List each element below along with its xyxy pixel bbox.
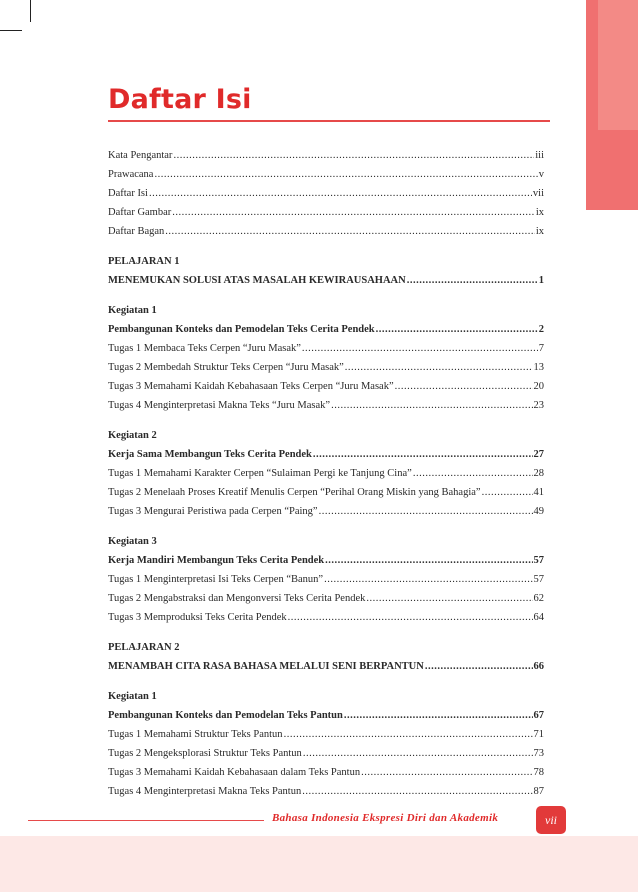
toc-entry-page: 23 bbox=[533, 400, 544, 411]
leader-dots bbox=[331, 396, 532, 415]
toc-entry-label: Tugas 4 Menginterpretasi Makna Teks Pantun bbox=[108, 786, 302, 797]
leader-dots bbox=[172, 203, 535, 222]
toc-task-entry[interactable] bbox=[108, 725, 544, 744]
toc-entry-label: Tugas 1 Memahami Karakter Cerpen “Sulaiman Pergi ke Tanjung Cina” bbox=[108, 468, 412, 479]
page-title: Daftar Isi bbox=[108, 84, 252, 115]
toc-entry-label: MENAMBAH CITA RASA BAHASA MELALUI SENI BERPANTUN bbox=[108, 661, 424, 672]
toc-front-matter-entry[interactable] bbox=[108, 146, 544, 165]
leader-dots bbox=[361, 763, 532, 782]
leader-dots bbox=[302, 782, 532, 801]
toc-entry-page: 73 bbox=[533, 748, 544, 759]
leader-dots bbox=[425, 657, 533, 676]
title-underline bbox=[108, 120, 550, 122]
toc-entry-label: Daftar Isi bbox=[108, 188, 148, 199]
toc-entry-label: Tugas 1 Memahami Struktur Teks Pantun bbox=[108, 729, 283, 740]
toc-task-entry[interactable] bbox=[108, 782, 544, 801]
crop-mark bbox=[30, 0, 31, 22]
toc-entry-page: 66 bbox=[533, 661, 544, 672]
activity-heading: Kegiatan 1 bbox=[108, 305, 157, 316]
crop-mark bbox=[0, 30, 22, 31]
toc-task-entry[interactable] bbox=[108, 358, 544, 377]
toc-entry-page: ix bbox=[535, 207, 544, 218]
lesson-heading: PELAJARAN 1 bbox=[108, 256, 180, 267]
leader-dots bbox=[149, 184, 532, 203]
toc-entry-label: MENEMUKAN SOLUSI ATAS MASALAH KEWIRAUSAHAAN bbox=[108, 275, 406, 286]
toc-entry-label: Tugas 3 Memproduksi Teks Cerita Pendek bbox=[108, 612, 287, 623]
activity-heading: Kegiatan 1 bbox=[108, 691, 157, 702]
leader-dots bbox=[303, 744, 533, 763]
footer-book-title: Bahasa Indonesia Ekspresi Diri dan Akademik bbox=[272, 812, 499, 824]
spacer bbox=[108, 521, 544, 532]
leader-dots bbox=[395, 377, 533, 396]
toc-entry-page: 57 bbox=[533, 574, 544, 585]
toc-task-entry[interactable] bbox=[108, 396, 544, 415]
toc-entry-page: iii bbox=[535, 150, 544, 161]
toc-entry-label: Pembangunan Konteks dan Pemodelan Teks Pantun bbox=[108, 710, 343, 721]
toc-entry-label: Kerja Sama Membangun Teks Cerita Pendek bbox=[108, 449, 312, 460]
toc-entry-page: vii bbox=[532, 188, 544, 199]
spacer bbox=[108, 290, 544, 301]
toc-entry-page: 20 bbox=[533, 381, 544, 392]
leader-dots bbox=[288, 608, 533, 627]
toc-task-entry[interactable] bbox=[108, 570, 544, 589]
leader-dots bbox=[302, 339, 538, 358]
toc-entry-label: Kata Pengantar bbox=[108, 150, 173, 161]
toc-entry-label: Tugas 3 Memahami Kaidah Kebahasaan dalam Teks Pantun bbox=[108, 767, 361, 778]
leader-dots bbox=[165, 222, 535, 241]
toc-front-matter-entry[interactable] bbox=[108, 222, 544, 241]
toc-activity-entry[interactable] bbox=[108, 706, 544, 725]
toc-entry-label: Tugas 3 Memahami Kaidah Kebahasaan Teks Cerpen “Juru Masak” bbox=[108, 381, 394, 392]
toc-activity-entry[interactable] bbox=[108, 445, 544, 464]
toc-entry-label: Tugas 4 Menginterpretasi Makna Teks “Juru Masak” bbox=[108, 400, 331, 411]
page-number-badge: vii bbox=[536, 806, 566, 834]
table-of-contents bbox=[108, 146, 544, 801]
toc-entry-page: 64 bbox=[533, 612, 544, 623]
toc-entry-page: 78 bbox=[533, 767, 544, 778]
toc-task-entry[interactable] bbox=[108, 502, 544, 521]
toc-entry-label: Daftar Bagan bbox=[108, 226, 165, 237]
toc-entry-label: Tugas 2 Mengeksplorasi Struktur Teks Pantun bbox=[108, 748, 302, 759]
leader-dots bbox=[284, 725, 533, 744]
toc-entry-page: 41 bbox=[533, 487, 544, 498]
toc-entry-page: 67 bbox=[533, 710, 544, 721]
toc-task-entry[interactable] bbox=[108, 589, 544, 608]
toc-entry-label: Tugas 2 Mengabstraksi dan Mengonversi Teks Cerita Pendek bbox=[108, 593, 366, 604]
toc-entry-label: Tugas 3 Mengurai Peristiwa pada Cerpen “Paing” bbox=[108, 506, 318, 517]
toc-entry-label: Prawacana bbox=[108, 169, 154, 180]
toc-entry-page: 2 bbox=[538, 324, 544, 335]
spacer bbox=[108, 676, 544, 687]
lesson-heading: PELAJARAN 2 bbox=[108, 642, 180, 653]
leader-dots bbox=[154, 165, 537, 184]
toc-entry-page: ix bbox=[535, 226, 544, 237]
spacer bbox=[108, 415, 544, 426]
leader-dots bbox=[319, 502, 533, 521]
toc-lesson-entry[interactable] bbox=[108, 271, 544, 290]
toc-activity-entry[interactable] bbox=[108, 320, 544, 339]
toc-task-entry[interactable] bbox=[108, 483, 544, 502]
toc-front-matter-entry[interactable] bbox=[108, 184, 544, 203]
toc-entry-page: 49 bbox=[533, 506, 544, 517]
toc-entry-page: 71 bbox=[533, 729, 544, 740]
leader-dots bbox=[324, 570, 532, 589]
leader-dots bbox=[376, 320, 538, 339]
toc-entry-page: 13 bbox=[533, 362, 544, 373]
toc-task-entry[interactable] bbox=[108, 744, 544, 763]
leader-dots bbox=[313, 445, 533, 464]
toc-entry-label: Kerja Mandiri Membangun Teks Cerita Pendek bbox=[108, 555, 325, 566]
decorative-ribbon-highlight bbox=[598, 0, 638, 130]
toc-activity-entry[interactable] bbox=[108, 551, 544, 570]
toc-entry-page: 62 bbox=[533, 593, 544, 604]
toc-entry-page: 57 bbox=[533, 555, 544, 566]
toc-lesson-entry[interactable] bbox=[108, 657, 544, 676]
toc-front-matter-entry[interactable] bbox=[108, 203, 544, 222]
leader-dots bbox=[366, 589, 532, 608]
toc-entry-page: 87 bbox=[533, 786, 544, 797]
toc-entry-label: Tugas 1 Membaca Teks Cerpen “Juru Masak” bbox=[108, 343, 301, 354]
toc-entry-page: 28 bbox=[533, 468, 544, 479]
toc-entry-label: Tugas 2 Menelaah Proses Kreatif Menulis Cerpen “Perihal Orang Miskin yang Bahagia” bbox=[108, 487, 481, 498]
toc-task-entry[interactable] bbox=[108, 464, 544, 483]
footer-rule bbox=[28, 820, 264, 821]
toc-entry-label: Pembangunan Konteks dan Pemodelan Teks Cerita Pendek bbox=[108, 324, 375, 335]
leader-dots bbox=[407, 271, 538, 290]
leader-dots bbox=[344, 706, 533, 725]
toc-entry-label: Daftar Gambar bbox=[108, 207, 172, 218]
leader-dots bbox=[173, 146, 534, 165]
toc-task-entry[interactable] bbox=[108, 377, 544, 396]
footer-band bbox=[0, 836, 638, 892]
leader-dots bbox=[325, 551, 532, 570]
leader-dots bbox=[482, 483, 533, 502]
activity-heading: Kegiatan 3 bbox=[108, 536, 157, 547]
toc-task-entry[interactable] bbox=[108, 608, 544, 627]
toc-entry-page: 1 bbox=[538, 275, 544, 286]
leader-dots bbox=[345, 358, 533, 377]
spacer bbox=[108, 627, 544, 638]
toc-task-entry[interactable] bbox=[108, 339, 544, 358]
activity-heading: Kegiatan 2 bbox=[108, 430, 157, 441]
toc-entry-page: v bbox=[538, 169, 544, 180]
toc-entry-label: Tugas 2 Membedah Struktur Teks Cerpen “Juru Masak” bbox=[108, 362, 344, 373]
toc-entry-page: 27 bbox=[533, 449, 544, 460]
spacer bbox=[108, 241, 544, 252]
toc-task-entry[interactable] bbox=[108, 763, 544, 782]
toc-entry-label: Tugas 1 Menginterpretasi Isi Teks Cerpen “Banun” bbox=[108, 574, 324, 585]
toc-entry-page: 7 bbox=[538, 343, 544, 354]
leader-dots bbox=[413, 464, 533, 483]
toc-front-matter-entry[interactable] bbox=[108, 165, 544, 184]
